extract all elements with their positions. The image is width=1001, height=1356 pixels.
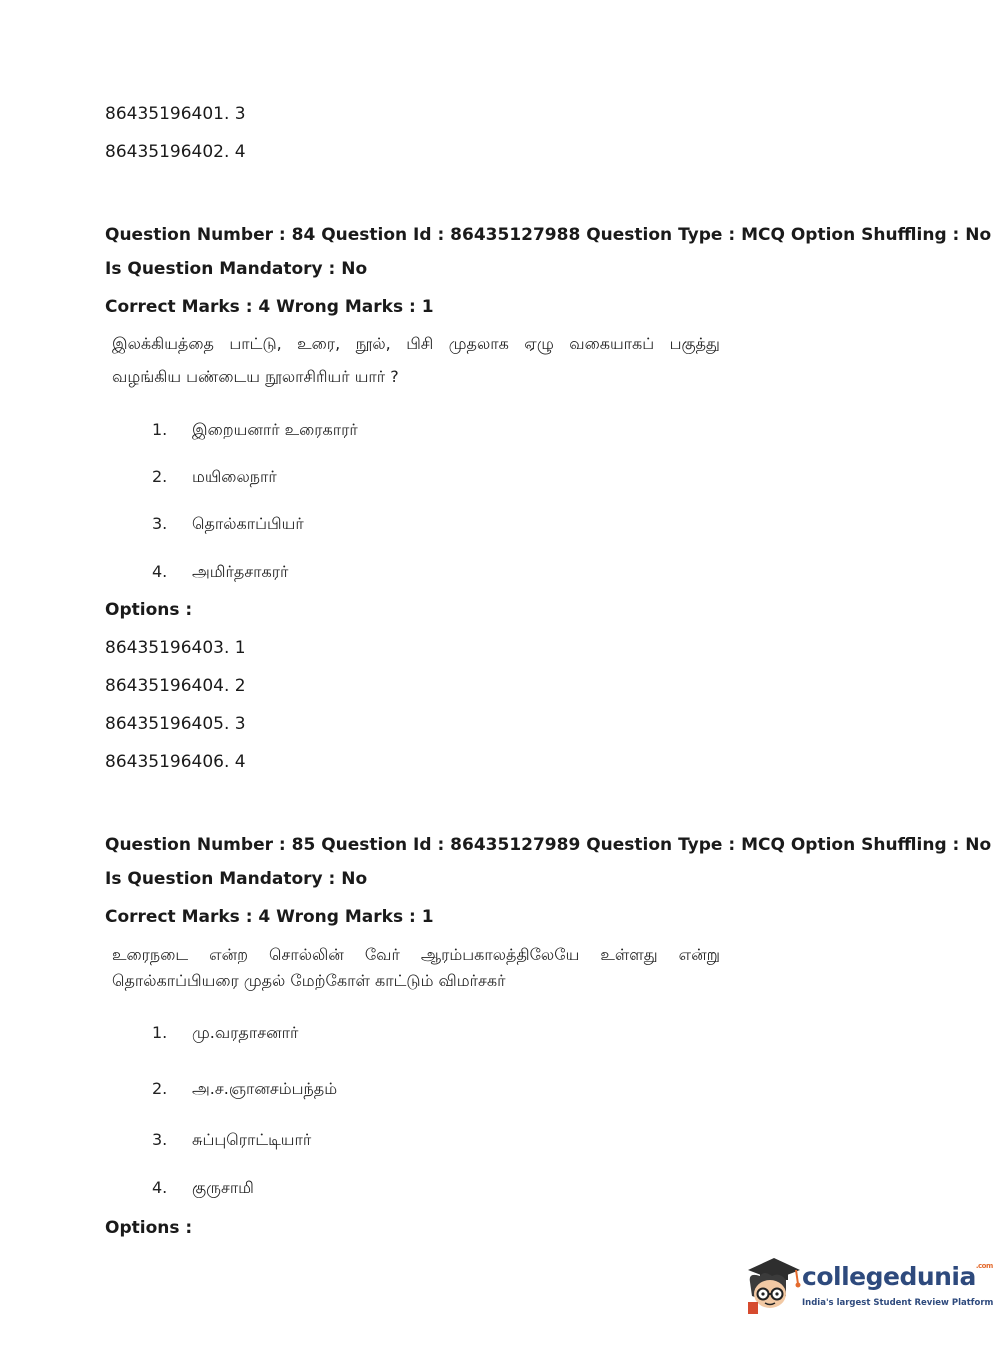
question-header: Question Number : 85 Question Id : 86435127989 Question Type : MCQ Option Shuffling : No — [105, 835, 992, 855]
question-text-line1: இலக்கியத்தை பாட்டு, உரை, நூல், பிசி முதலாக ஏழு வகையாகப் பகுத்து — [112, 334, 720, 353]
mandatory-line: Is Question Mandatory : No — [105, 259, 368, 279]
choice-item: 4. அமிர்தசாகரர் — [152, 562, 289, 581]
marks-line: Correct Marks : 4 Wrong Marks : 1 — [105, 297, 434, 317]
choice-item: 2. மயிலைநார் — [152, 467, 277, 486]
option-line: 86435196403. 1 — [105, 638, 246, 658]
option-line: 86435196405. 3 — [105, 714, 246, 734]
question-header: Question Number : 84 Question Id : 86435127988 Question Type : MCQ Option Shuffling : No — [105, 225, 992, 245]
marks-line: Correct Marks : 4 Wrong Marks : 1 — [105, 907, 434, 927]
question-text-line1: உரைநடை என்ற சொல்லின் வேர் ஆரம்பகாலத்திலேயே உள்ளது என்று — [112, 945, 720, 964]
option-line: 86435196401. 3 — [105, 104, 246, 124]
choice-item: 1. மு.வரதாசனார் — [152, 1023, 299, 1042]
collegedunia-logo — [742, 1248, 994, 1318]
option-line: 86435196406. 4 — [105, 752, 246, 772]
brand-name: collegedunia$^{.com}$ — [802, 1262, 993, 1291]
options-label: Options : — [105, 600, 193, 620]
choice-item: 1. இறையனார் உரைகாரர் — [152, 420, 358, 439]
brand-tagline: India's largest Student Review Platform — [802, 1298, 994, 1308]
choice-item: 2. அ.ச.ஞானசம்பந்தம் — [152, 1079, 338, 1098]
question-text-line2: தொல்காப்பியரை முதல் மேற்கோள் காட்டும் விமர்சகர் — [112, 971, 506, 990]
question-text-line2: வழங்கிய பண்டைய நூலாசிரியர் யார் ? — [112, 367, 399, 386]
mascot-icon — [742, 1252, 802, 1316]
option-line: 86435196404. 2 — [105, 676, 246, 696]
option-line: 86435196402. 4 — [105, 142, 246, 162]
choice-item: 3. சுப்புரொட்டியார் — [152, 1130, 312, 1149]
mandatory-line: Is Question Mandatory : No — [105, 869, 368, 889]
choice-item: 3. தொல்காப்பியர் — [152, 514, 304, 533]
options-label: Options : — [105, 1218, 193, 1238]
choice-item: 4. குருசாமி — [152, 1178, 254, 1197]
